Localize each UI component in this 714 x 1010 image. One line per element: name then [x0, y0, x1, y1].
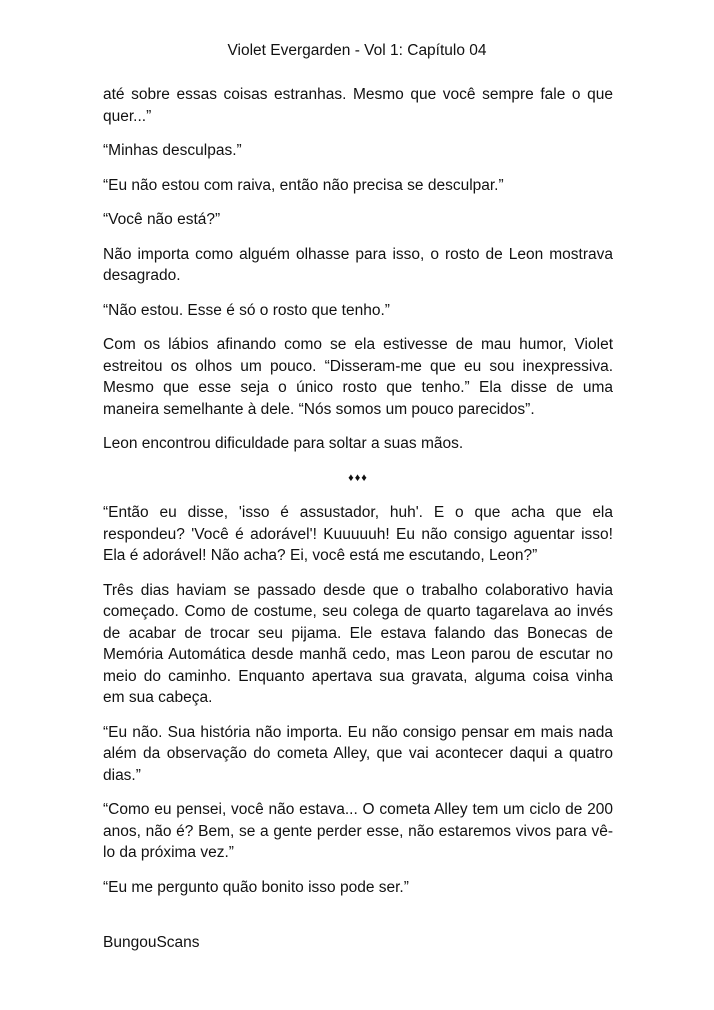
- paragraph: “Não estou. Esse é só o rosto que tenho.”: [103, 301, 390, 319]
- paragraph: “Eu me pergunto quão bonito isso pode ser.”: [103, 878, 409, 896]
- paragraph: “Eu não estou com raiva, então não precisa se desculpar.”: [103, 176, 504, 194]
- paragraph: “Você não está?”: [103, 211, 221, 228]
- paragraph: Três dias haviam se passado desde que o trabalho colaborativo havia começado. Como de costume, seu colega de quarto tagarelava ao invés de acabar de trocar seu pijama. Ele estava falando das Bonecas de Memória Automática desde manhã cedo, mas Leon parou de escutar no meio do caminho. Enquanto apertava sua gravata, alguma coisa vinha em sua cabeça.: [103, 581, 613, 706]
- scene-break-separator: ♦♦♦: [348, 471, 368, 484]
- body-text: [103, 84, 613, 911]
- paragraph: “Então eu disse, 'isso é assustador, huh'. E o que acha que ela respondeu? 'Você é adorável'! Kuuuuuh! Eu não consigo aguentar isso! Ela é adorável! Não acha? Ei, você está me escutando, Leon?”: [103, 504, 613, 564]
- paragraph: até sobre essas coisas estranhas. Mesmo que você sempre fale o que quer...”: [103, 86, 613, 125]
- paragraph: Com os lábios afinando como se ela estivesse de mau humor, Violet estreitou os olhos um pouco. “Disseram-me que eu sou inexpressiva. Mesmo que esse seja o único rosto que tenho.” Ela disse de uma maneira semelhante à dele. “Nós somos um pouco parecidos”.: [103, 336, 613, 418]
- page-header: Violet Evergarden - Vol 1: Capítulo 04: [227, 42, 487, 59]
- paragraph: “Como eu pensei, você não estava... O cometa Alley tem um ciclo de 200 anos, não é? Bem, se a gente perder esse, não estaremos vivos para vê-lo da próxima vez.”: [103, 801, 613, 861]
- paragraph: “Minhas desculpas.”: [103, 142, 242, 159]
- paragraph: “Eu não. Sua história não importa. Eu não consigo pensar em mais nada além da observação do cometa Alley, que vai acontecer daqui a quatro dias.”: [103, 723, 613, 784]
- paragraph: Leon encontrou dificuldade para soltar a suas mãos.: [103, 435, 464, 452]
- page-footer: BungouScans: [103, 934, 200, 951]
- paragraph: Não importa como alguém olhasse para isso, o rosto de Leon mostrava desagrado.: [103, 245, 613, 284]
